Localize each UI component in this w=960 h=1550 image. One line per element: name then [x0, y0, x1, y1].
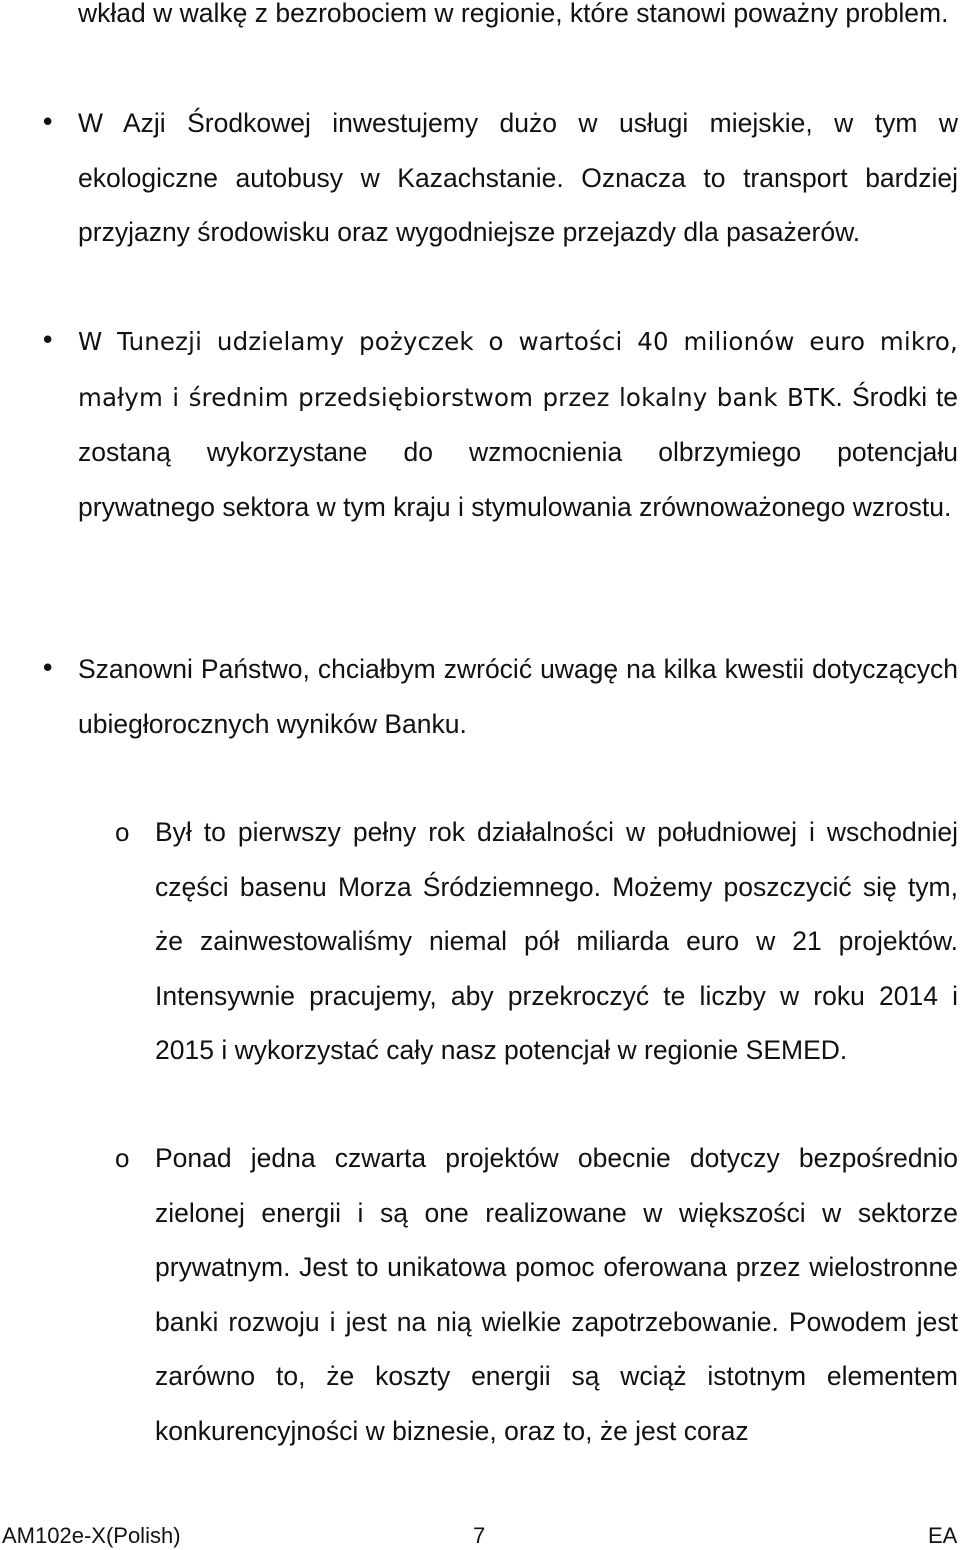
bullet-paragraph-bank-results: Szanowni Państwo, chciałbym zwrócić uwagę na kilka kwestii dotyczących ubiegłorocznych wyników Banku.: [78, 654, 958, 739]
bullet-disc-icon: •: [40, 654, 56, 684]
paragraph-continuation: wkład w walkę z bezrobociem w regionie, które stanowi poważny problem.: [78, 0, 949, 28]
tunisia-sentence-1: W Tunezji udzielamy pożyczek o wartości 40 milionów euro mikro, małym i średnim przedsiębiorstwom przez lokalny bank BTK.: [78, 327, 958, 412]
sub-bullet-paragraph-green-energy: Ponad jedna czwarta projektów obecnie dotyczy bezpośrednio zielonej energii i są one realizowane w większości w sektorze prywatnym. Jest to unikatowa pomoc oferowana przez wielostronne banki rozwoju i jest na nią wielkie zapotrzebowanie. Powodem jest zarówno to, że koszty energii są wciąż istotnym elementem konkurencyjności w biznesie, oraz to, że jest coraz: [155, 1143, 958, 1446]
sub-bullet-paragraph-semed: Był to pierwszy pełny rok działalności w południowej i wschodniej części basenu Morza Śródziemnego. Możemy poszczycić się tym, że zainwestowaliśmy niemal pół miliarda euro w 21 projektów. Intensywnie pracujemy, aby przekroczyć te liczby w roku 2014 i 2015 i wykorzystać cały nasz potencjał w regionie SEMED.: [155, 817, 958, 1065]
bullet-disc-icon: •: [40, 326, 56, 356]
bullet-circle-icon: o: [115, 817, 130, 847]
bullet-paragraph-tunisia: [78, 314, 958, 534]
footer-doc-code: AM102e-X(Polish): [2, 1523, 181, 1548]
bullet-circle-icon: o: [115, 1143, 130, 1173]
bullet-disc-icon: •: [40, 108, 56, 138]
tunisia-sentence-2: Środki te zostaną wykorzystane do wzmocnienia olbrzymiego potencjału prywatnego sektora w tym kraju i stymulowania zrównoważonego wzrostu.: [78, 381, 958, 522]
bullet-paragraph-central-asia: W Azji Środkowej inwestujemy dużo w usługi miejskie, w tym w ekologiczne autobusy w Kazachstanie. Oznacza to transport bardziej przyjazny środowisku oraz wygodniejsze przejazdy dla pasażerów.: [78, 108, 958, 247]
footer-page-number: 7: [473, 1523, 486, 1548]
footer-lang: EA: [928, 1523, 958, 1548]
